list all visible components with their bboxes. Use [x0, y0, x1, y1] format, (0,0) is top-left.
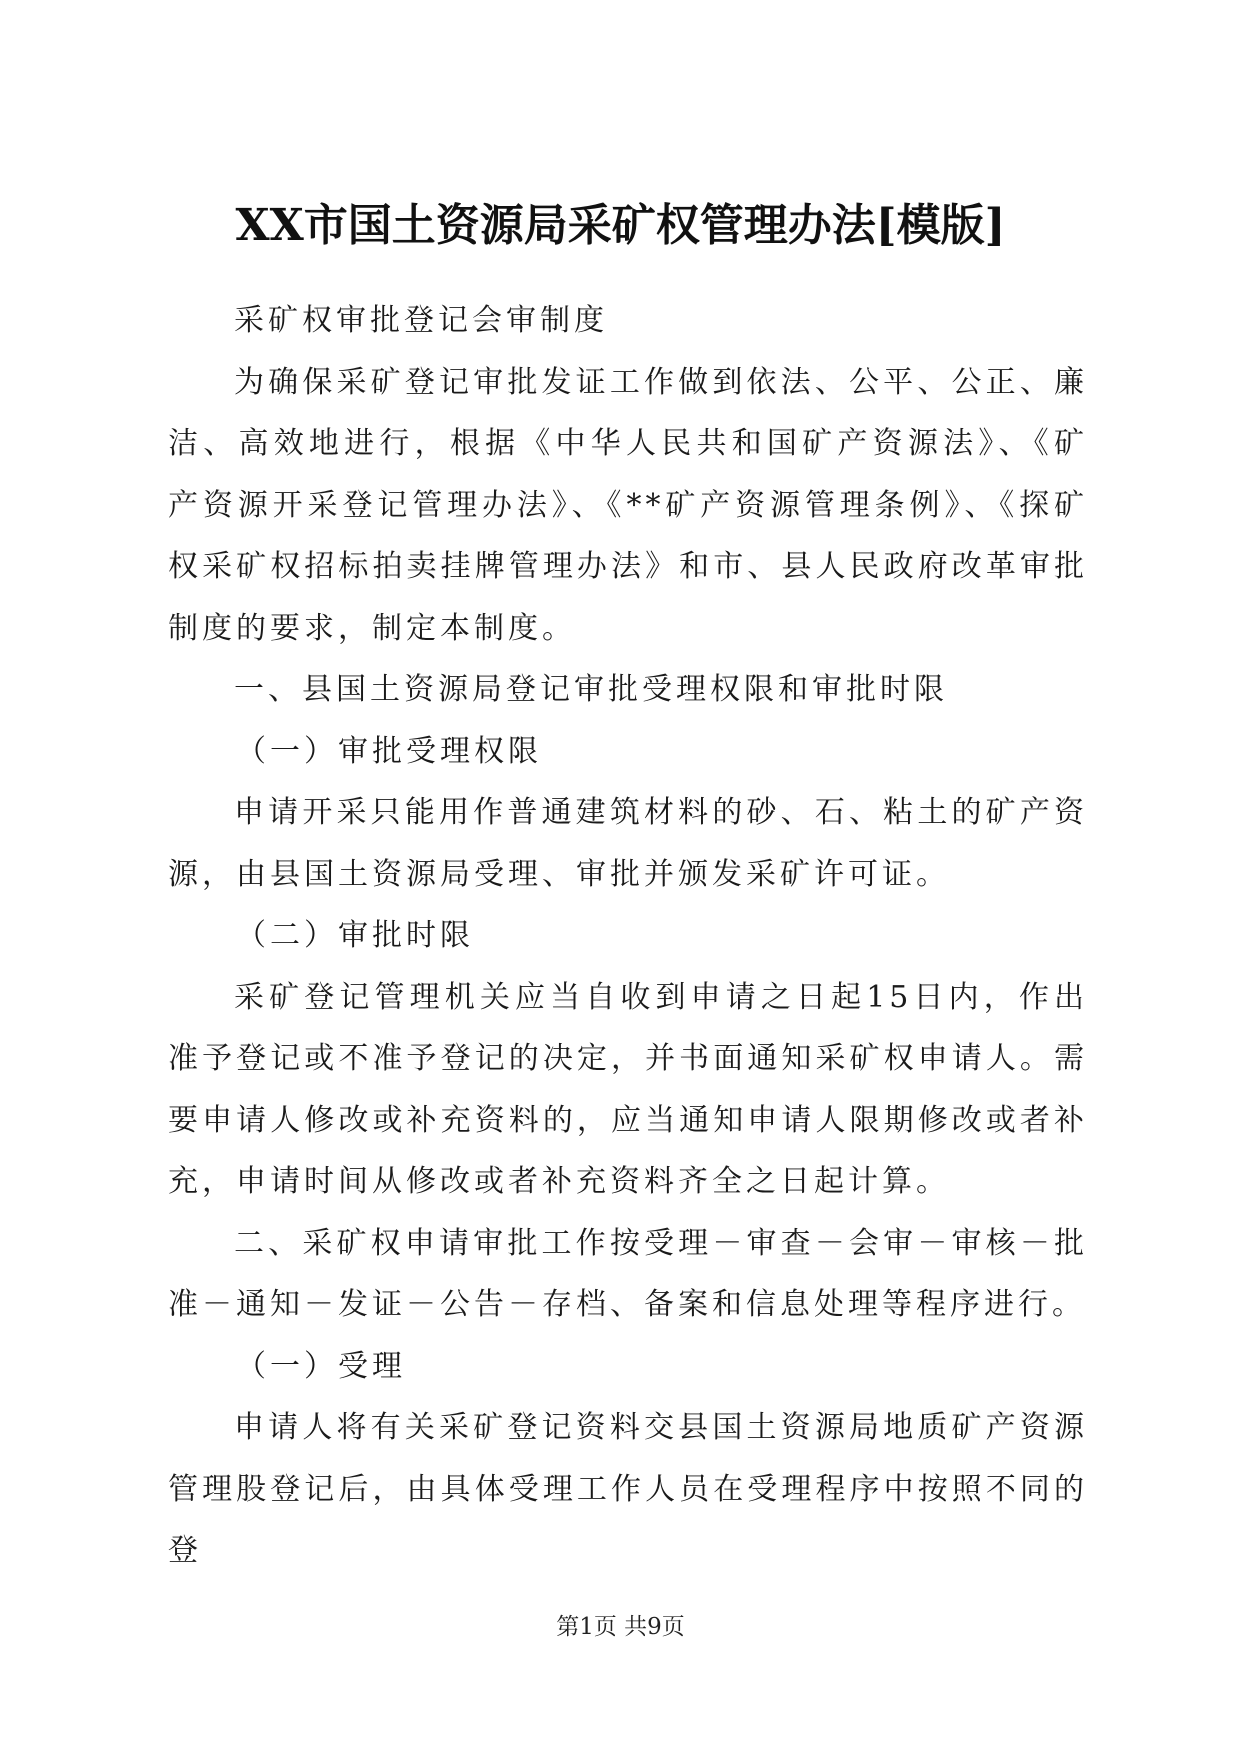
subsection-heading-1-2: （二）审批时限: [236, 918, 474, 953]
section-heading-1: 一、县国土资源局登记审批受理权限和审批时限: [234, 672, 948, 707]
paragraph-intro: 为确保采矿登记审批发证工作做到依法、公平、公正、廉洁、高效地进行，根据《中华人民共和国矿产资源法》、《矿产资源开采登记管理办法》、《**矿产资源管理条例》、《探矿权采矿权招标拍卖挂牌管理办法》和市、县人民政府改革审批制度的要求，制定本制度。: [168, 364, 1088, 646]
subsection-heading-2-1: （一）受理: [236, 1348, 406, 1384]
paragraph-acceptance: 申请人将有关采矿登记资料交县国土资源局地质矿产资源管理股登记后，由具体受理工作人员在受理程序中按照不同的登: [168, 1410, 1088, 1568]
page-number-footer: 第1页 共9页: [556, 1614, 685, 1640]
section-heading-2: 二、采矿权申请审批工作按受理－审查－会审－审核－批准－通知－发证－公告－存档、备案和信息处理等程序进行。: [168, 1225, 1088, 1322]
document-title: XX市国土资源局采矿权管理办法[模版]: [235, 200, 1006, 251]
document-body: [168, 290, 1088, 1582]
paragraph-subtitle: 采矿权审批登记会审制度: [234, 303, 608, 338]
subsection-heading-1-1: （一）审批受理权限: [236, 733, 542, 769]
paragraph-time-limit: 采矿登记管理机关应当自收到申请之日起15日内，作出准予登记或不准予登记的决定，并书面通知采矿权申请人。需要申请人修改或补充资料的，应当通知申请人限期修改或者补充，申请时间从修改或者补充资料齐全之日起计算。: [168, 979, 1088, 1199]
paragraph-authority: 申请开采只能用作普通建筑材料的砂、石、粘土的矿产资源，由县国土资源局受理、审批并颁发采矿许可证。: [168, 795, 1088, 892]
